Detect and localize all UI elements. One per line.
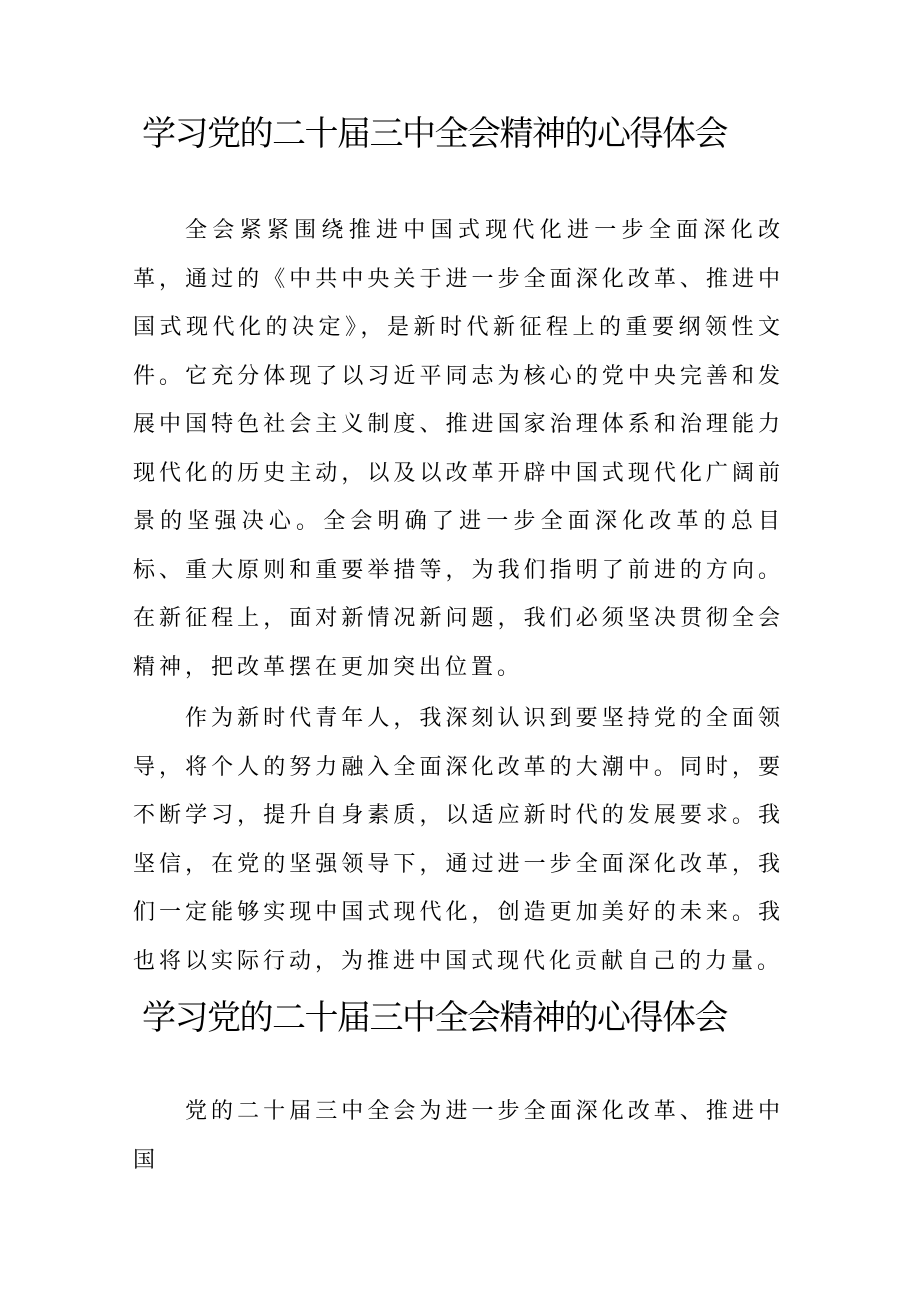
- article-1-title: 学习党的二十届三中全会精神的心得体会: [142, 114, 727, 154]
- article-2-title: 学习党的二十届三中全会精神的心得体会: [142, 998, 727, 1038]
- article-1-body: [133, 207, 784, 986]
- article-2-body: [133, 1088, 784, 1185]
- article-2-paragraph-1: 党的二十届三中全会为进一步全面深化改革、推进中国: [133, 1099, 784, 1173]
- article-1-paragraph-1: 全会紧紧围绕推进中国式现代化进一步全面深化改革，通过的《中共中央关于进一步全面深化改革、推进中国式现代化的决定》，是新时代新征程上的重要纲领性文件。它充分体现了以习近平同志为核心的党中央完善和发展中国特色社会主义制度、推进国家治理体系和治理能力现代化的历史主动，以及以改革开辟中国式现代化广阔前景的坚强决心。全会明确了进一步全面深化改革的总目标、重大原则和重要举措等，为我们指明了前进的方向。在新征程上，面对新情况新问题，我们必须坚决贯彻全会精神，把改革摆在更加突出位置。: [133, 218, 784, 680]
- article-1-paragraph-2: 作为新时代青年人，我深刻认识到要坚持党的全面领导，将个人的努力融入全面深化改革的大潮中。同时，要不断学习，提升自身素质，以适应新时代的发展要求。我坚信，在党的坚强领导下，通过进一步全面深化改革，我们一定能够实现中国式现代化，创造更加美好的未来。我也将以实际行动，为推进中国式现代化贡献自己的力量。: [133, 706, 784, 974]
